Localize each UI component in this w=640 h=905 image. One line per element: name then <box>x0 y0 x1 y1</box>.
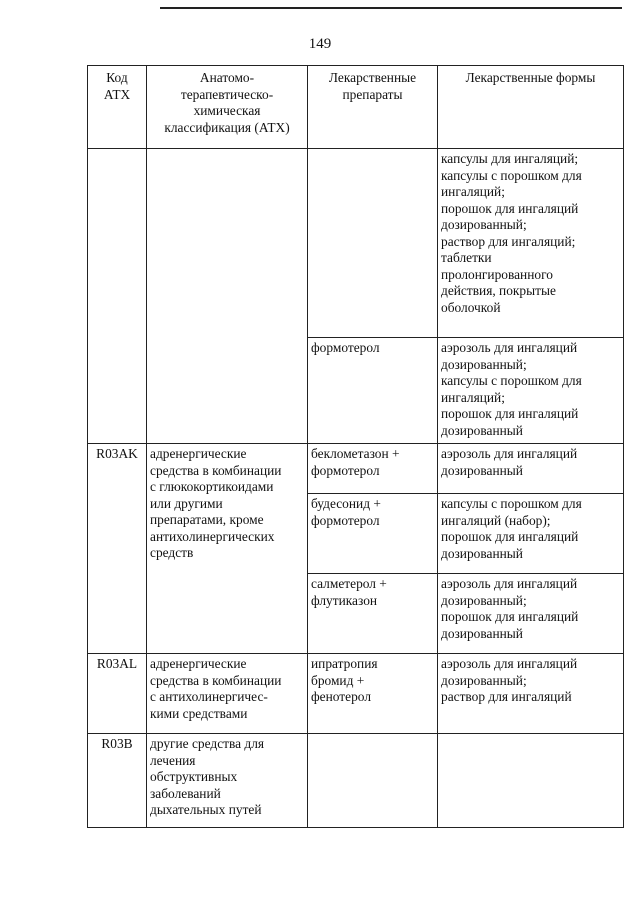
atc-classification-line: адренергические <box>150 446 247 461</box>
atc-classification-line: препаратами, кроме <box>150 512 264 527</box>
atc-classification-line: средства в комбинации <box>150 462 282 478</box>
drug-name-line: формотерол <box>311 340 380 355</box>
dosage-forms-line: дозированный; <box>441 592 527 608</box>
dosage-forms-line: дозированный <box>441 625 523 641</box>
dosage-forms-line: дозированный <box>441 422 523 438</box>
drug-name <box>308 654 438 734</box>
drug-name-line: формотерол <box>311 512 380 528</box>
table-body <box>88 149 624 828</box>
dosage-forms-line: раствор для ингаляций; <box>441 233 576 249</box>
table-row <box>88 149 624 338</box>
drug-name <box>308 149 438 338</box>
dosage-forms-line: дозированный; <box>441 672 527 688</box>
page-number: 149 <box>308 36 332 52</box>
dosage-forms-line: оболочкой <box>441 299 501 315</box>
atc-code: R03AK <box>88 444 147 654</box>
drug-name-line: формотерол <box>311 462 380 478</box>
table-row <box>88 444 624 494</box>
table-row <box>88 654 624 734</box>
dosage-forms-line: таблетки <box>441 250 492 265</box>
atc-classification-line: антихолинергических <box>150 528 275 544</box>
dosage-forms-line: аэрозоль для ингаляций <box>441 656 578 671</box>
dosage-forms-line: порошок для ингаляций <box>441 529 579 544</box>
atc-table <box>87 65 624 828</box>
dosage-forms-line: порошок для ингаляций <box>441 200 579 216</box>
atc-classification-line: с глюкокортикоидами <box>150 479 274 494</box>
atc-classification-line: обструктивных <box>150 769 238 784</box>
dosage-forms-line: аэрозоль для ингаляций <box>441 576 578 591</box>
atc-classification <box>147 654 308 734</box>
dosage-forms-line: раствор для ингаляций <box>441 689 572 704</box>
atc-classification-line: заболеваний <box>150 785 221 801</box>
atc-classification <box>147 444 308 654</box>
dosage-forms <box>438 149 624 338</box>
atc-code: R03B <box>88 734 147 828</box>
dosage-forms-line: порошок для ингаляций <box>441 406 579 421</box>
drug-name-line: фенотерол <box>311 689 371 704</box>
drug-name <box>308 338 438 444</box>
dosage-forms <box>438 654 624 734</box>
dosage-forms-line: аэрозоль для ингаляций <box>441 446 578 461</box>
atc-code: R03AL <box>88 654 147 734</box>
dosage-forms-line: капсулы с порошком для <box>441 373 582 388</box>
atc-classification-line: средства в комбинации <box>150 672 282 688</box>
dosage-forms-line: капсулы с порошком для <box>441 167 582 183</box>
atc-classification-line: другие средства для <box>150 736 265 751</box>
dosage-forms-line: капсулы для ингаляций; <box>441 151 579 166</box>
dosage-forms-line: дозированный <box>441 545 523 561</box>
drug-name <box>308 444 438 494</box>
dosage-forms <box>438 494 624 574</box>
dosage-forms-line: ингаляций; <box>441 389 505 405</box>
drug-name-line: салметерол + <box>311 576 387 591</box>
dosage-forms-line: ингаляций (набор); <box>441 512 551 528</box>
header-classification: Анатомо- терапевтическо- химическая классификация (АТХ) <box>147 66 308 149</box>
dosage-forms-line: дозированный <box>441 462 523 478</box>
drug-name-line: беклометазон + <box>311 446 400 461</box>
table-row <box>88 734 624 828</box>
dosage-forms <box>438 574 624 654</box>
drug-name <box>308 494 438 574</box>
dosage-forms-line: дозированный; <box>441 356 527 372</box>
header-row <box>88 66 624 149</box>
dosage-forms <box>438 338 624 444</box>
dosage-forms <box>438 444 624 494</box>
atc-classification <box>147 149 308 444</box>
atc-classification <box>147 734 308 828</box>
atc-classification-line: лечения <box>150 752 196 768</box>
header-code: Код АТХ <box>88 66 147 149</box>
drug-name-line: ипратропия <box>311 656 378 671</box>
dosage-forms <box>438 734 624 828</box>
atc-classification-line: с антихолинергичес- <box>150 689 268 704</box>
dosage-forms-line: пролонгированного <box>441 266 553 282</box>
dosage-forms-line: капсулы с порошком для <box>441 496 582 511</box>
dosage-forms-line: аэрозоль для ингаляций <box>441 340 578 355</box>
drug-name-line: будесонид + <box>311 496 381 511</box>
atc-classification-line: кими средствами <box>150 705 248 721</box>
dosage-forms-line: порошок для ингаляций <box>441 609 579 624</box>
atc-classification-line: адренергические <box>150 656 247 671</box>
atc-code <box>88 149 147 444</box>
drug-name-line: бромид + <box>311 672 365 688</box>
dosage-forms-line: ингаляций; <box>441 184 505 199</box>
header-drugs: Лекарственные препараты <box>308 66 438 149</box>
drug-name <box>308 574 438 654</box>
dosage-forms-line: действия, покрытые <box>441 283 556 298</box>
atc-classification-line: дыхательных путей <box>150 802 262 817</box>
atc-classification-line: или другими <box>150 495 223 511</box>
header-forms: Лекарственные формы <box>438 66 624 149</box>
drug-name-line: флутиказон <box>311 592 378 608</box>
top-rule <box>160 7 622 9</box>
drug-name <box>308 734 438 828</box>
atc-classification-line: средств <box>150 545 194 560</box>
dosage-forms-line: дозированный; <box>441 217 527 232</box>
